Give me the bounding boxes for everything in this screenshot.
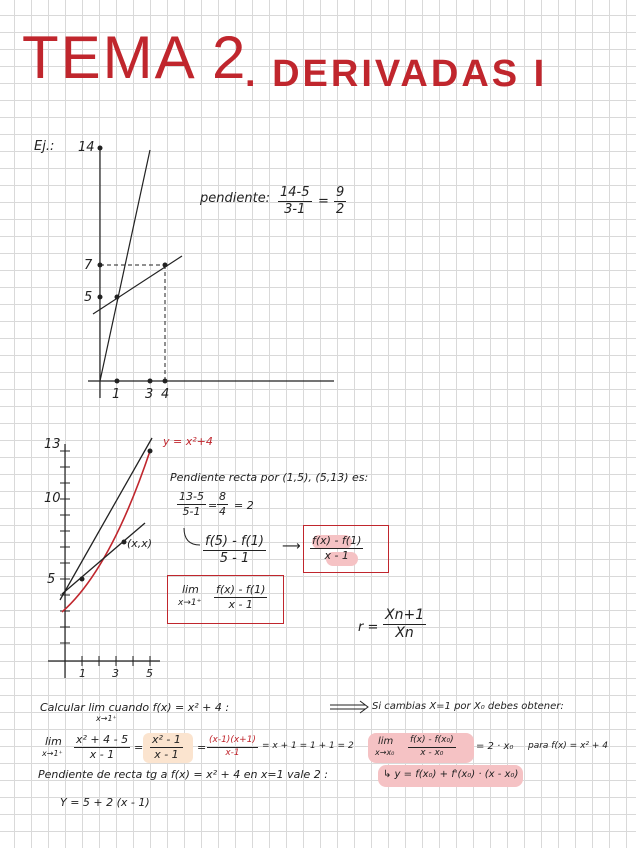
- r-label: r =: [358, 620, 379, 635]
- calc-line-3: Pendiente de recta tg a f(x) = x² + 4 en x=1 vale 2 :: [38, 768, 328, 781]
- f3-den: 5 - 1: [219, 551, 250, 567]
- right-line-2: ↳ y = f(x₀) + f'(x₀) · (x - x₀): [383, 769, 519, 780]
- calc-b-num: x² - 1: [150, 734, 183, 748]
- right-lim-word: lim: [378, 736, 394, 747]
- page-subtitle: . DERIVADAS I: [245, 53, 548, 95]
- calc-lim-sub: x→1⁺: [42, 749, 63, 758]
- calc-b-den: x - 1: [154, 748, 179, 762]
- calc-c-den: x-1: [225, 747, 240, 758]
- calc-line-1: Calcular lim cuando f(x) = x² + 4 :: [40, 701, 230, 714]
- right-para: para f(x) = x² + 4: [528, 741, 609, 751]
- graph1-ytick-14: 14: [78, 140, 95, 155]
- secant-text: Pendiente recta por (1,5), (5,13) es:: [170, 471, 369, 484]
- f1-den: 5-1: [182, 505, 201, 519]
- right-num: f(x) - f(x₀): [408, 736, 456, 748]
- slope-res-num: 9: [334, 186, 346, 202]
- graph2-ytick-10: 10: [44, 491, 61, 506]
- implication-arrow: ⟶: [282, 539, 301, 554]
- f4-den: x - 1: [324, 549, 349, 563]
- f2-res: = 2: [234, 499, 254, 512]
- graph2-ytick-5: 5: [47, 572, 56, 587]
- slope-den: 3-1: [284, 202, 306, 218]
- curve-label: y = x²+4: [163, 435, 213, 448]
- graph2-xtick-5: 5: [146, 667, 153, 680]
- graph1-ytick-7: 7: [84, 258, 93, 273]
- graph1-xtick-4: 4: [161, 387, 170, 402]
- page-title: TEMA 2: [22, 24, 248, 91]
- lim-num: f(x) - f(1): [214, 584, 267, 598]
- r-num: Xn+1: [383, 608, 426, 625]
- right-rest: = 2 · x₀: [476, 741, 514, 752]
- calc-lim-word: lim: [45, 735, 62, 748]
- graph1-ytick-5: 5: [84, 290, 93, 305]
- f2-num: 8: [217, 491, 228, 505]
- calc-a-num: x² + 4 - 5: [74, 734, 130, 748]
- calc-rest: = x + 1 = 1 + 1 = 2: [262, 741, 354, 751]
- calc-eq-1: =: [134, 741, 144, 754]
- f3-num: f(5) - f(1): [203, 535, 266, 551]
- lim-den: x - 1: [228, 598, 253, 612]
- lim-sub: x→1⁺: [178, 598, 202, 608]
- f1-num: 13-5: [177, 491, 206, 505]
- calc-eq-2: =: [197, 741, 207, 754]
- calc-line-1-sub: x→1⁺: [96, 714, 117, 723]
- graph2-xtick-1: 1: [79, 667, 86, 680]
- calc-line-4: Y = 5 + 2 (x - 1): [60, 796, 150, 809]
- right-line-1: Si cambias X=1 por X₀ debes obtener:: [372, 701, 564, 712]
- right-fraction: [408, 736, 456, 759]
- slope-num: 14-5: [278, 186, 312, 202]
- graph1-xtick-1: 1: [112, 387, 121, 402]
- r-den: Xn: [395, 625, 414, 642]
- lim-word: lim: [182, 583, 199, 596]
- f4-num: f(x) - f(1): [310, 535, 363, 549]
- point-label: (x,x): [127, 537, 153, 550]
- f2-den: 4: [219, 505, 226, 519]
- example-label: Ej.:: [34, 139, 55, 154]
- slope-res-den: 2: [336, 202, 345, 218]
- slope-eq: =: [318, 194, 329, 209]
- right-den: x - x₀: [420, 747, 444, 758]
- right-lim-sub: x→x₀: [375, 748, 395, 757]
- calc-a-den: x - 1: [89, 748, 115, 762]
- slope-label: pendiente:: [200, 191, 271, 206]
- calc-c-num: (x-1)(x+1): [207, 736, 258, 748]
- graph2-xtick-3: 3: [112, 667, 119, 680]
- f1-eq: =: [208, 499, 218, 512]
- graph1-xtick-3: 3: [145, 387, 154, 402]
- graph2-ytick-13: 13: [44, 437, 61, 452]
